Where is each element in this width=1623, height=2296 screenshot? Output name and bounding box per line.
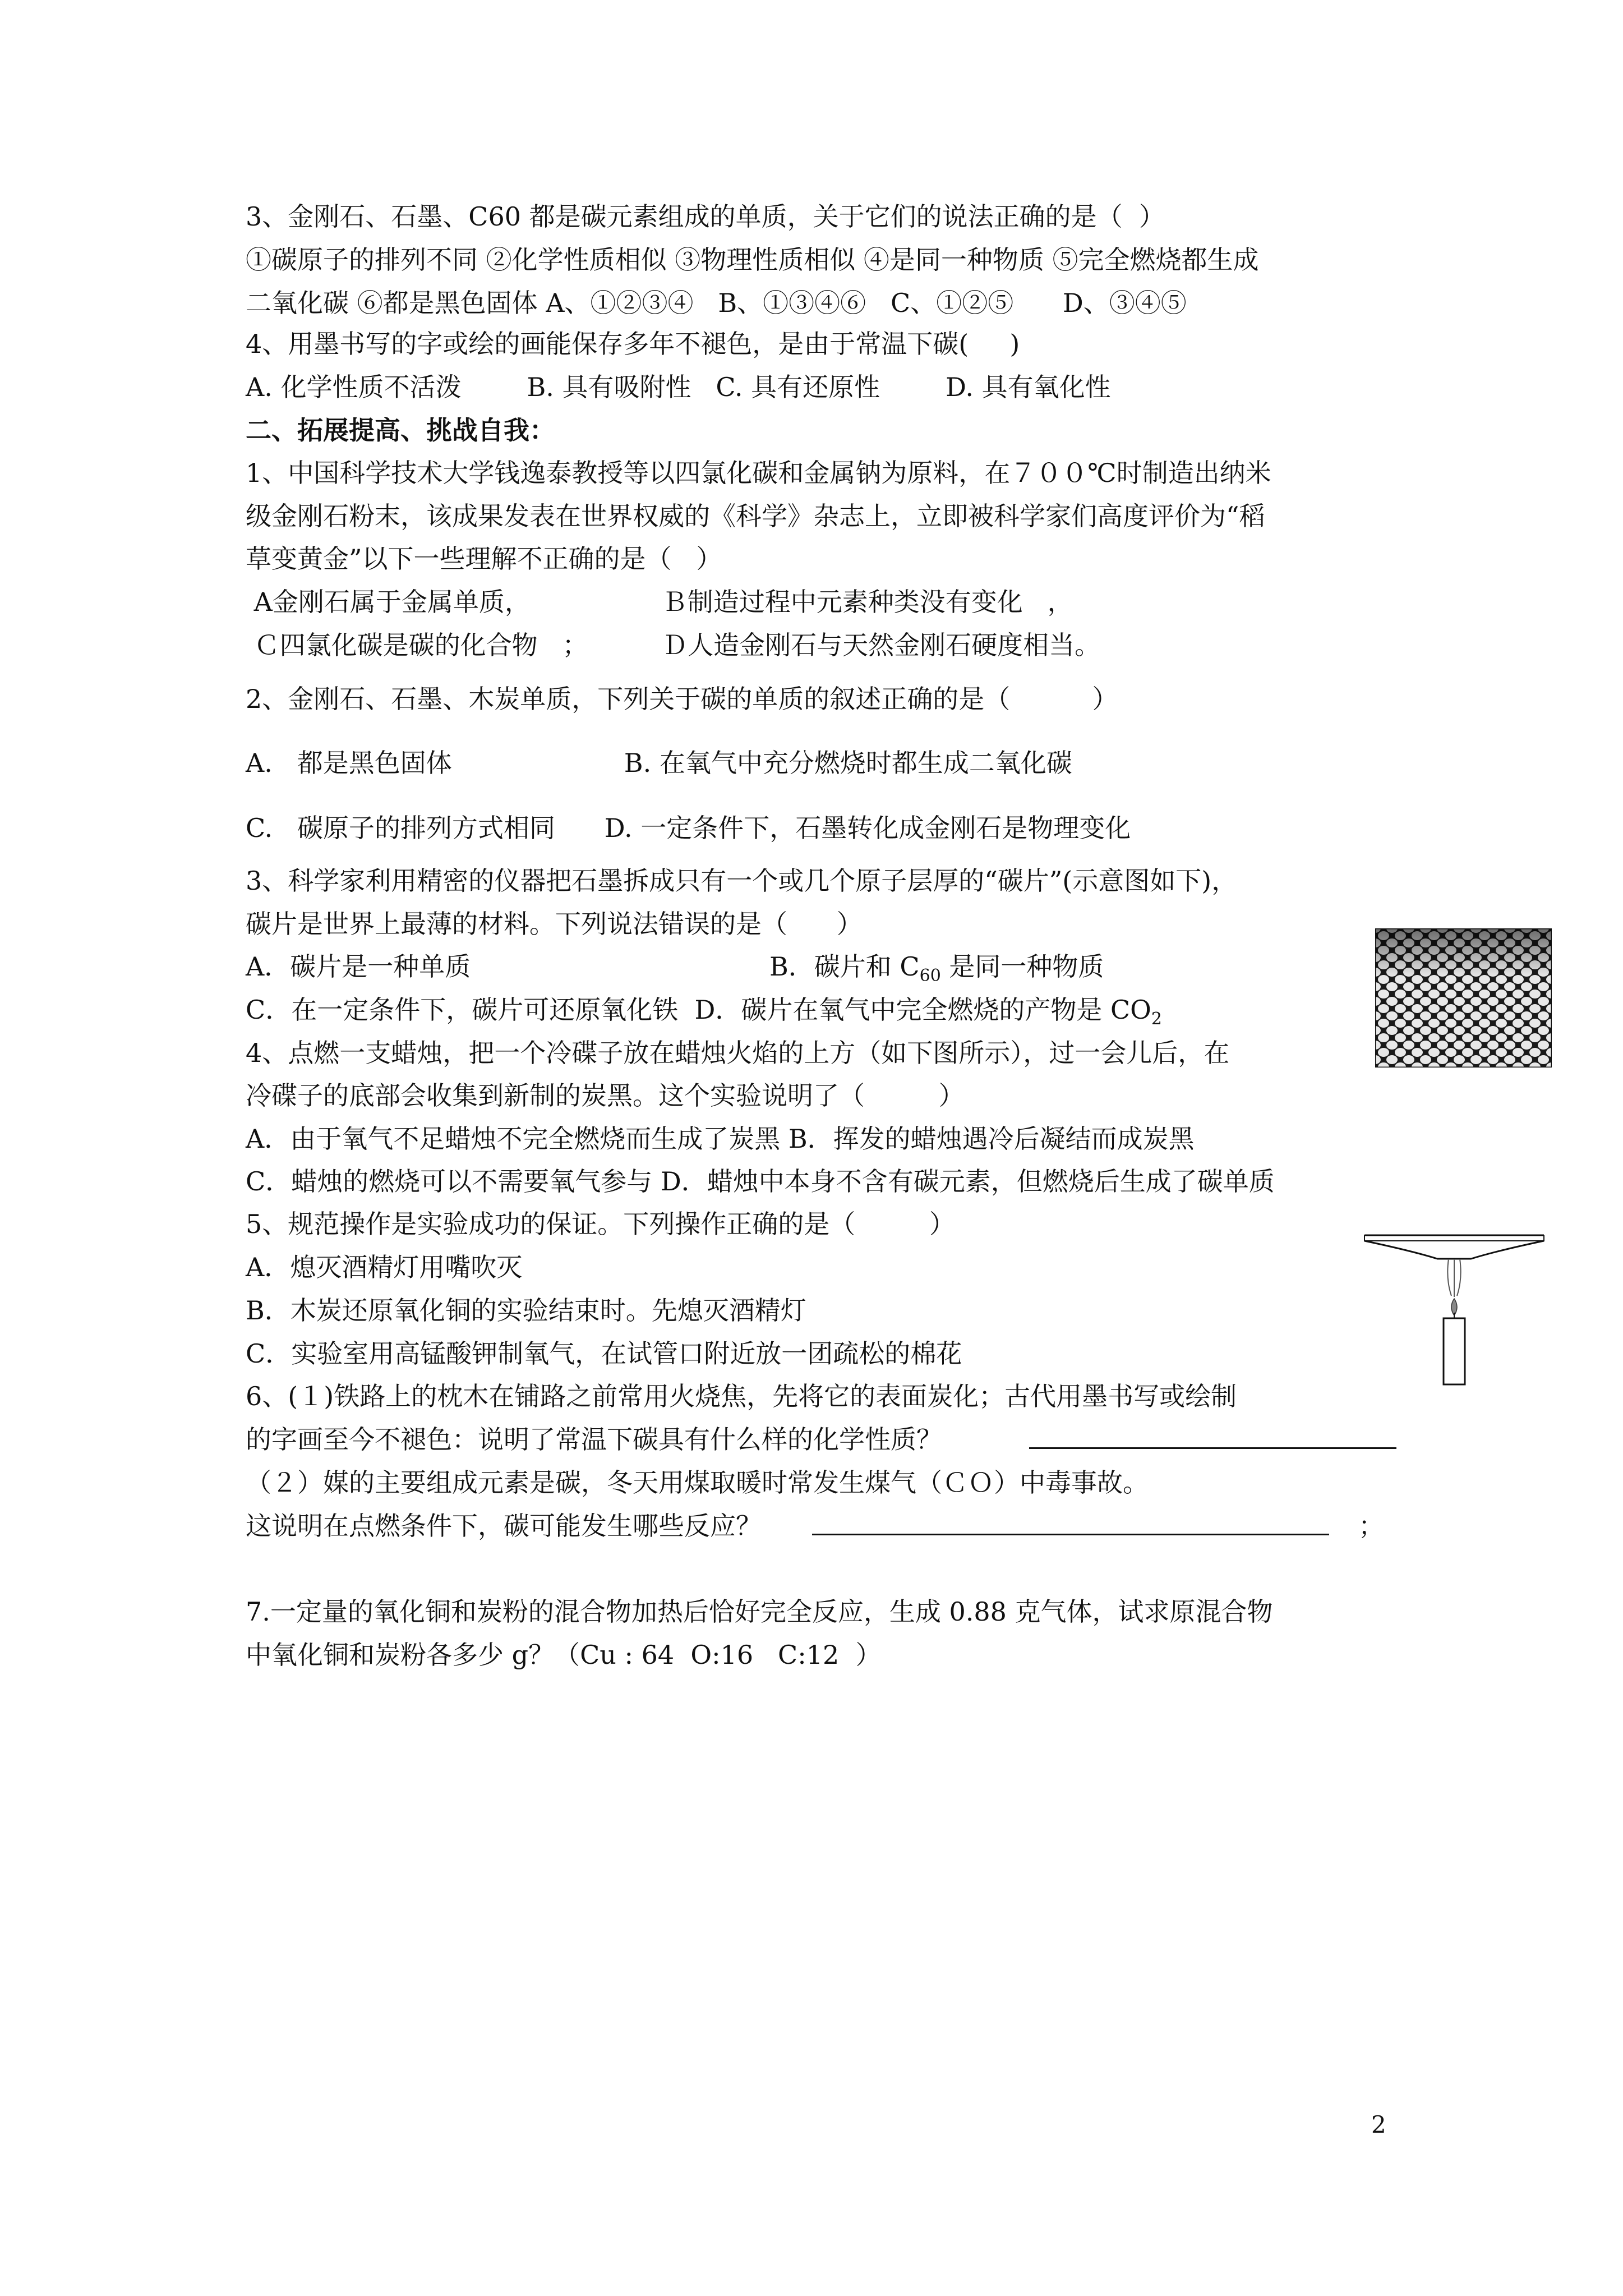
s2-q4-line2: 冷碟子的底部会收集到新制的炭黑。这个实验说明了（ ）	[246, 1080, 965, 1111]
s2-q3-line1: 3、科学家利用精密的仪器把石墨拆成只有一个或几个原子层厚的“碳片”(示意图如下)，	[246, 866, 1238, 896]
s2-q4-options-cd: C．蜡烛的燃烧可以不需要氧气参与 D．蜡烛中本身不含有碳元素，但燃烧后生成了碳单质	[246, 1166, 1275, 1197]
s2-q6-line2: 的字画至今不褪色：说明了常温下碳具有什么样的化学性质？	[246, 1424, 942, 1455]
s2-q2-line1: 2、金刚石、石墨、木炭单质，下列关于碳的单质的叙述正确的是（ ）	[246, 684, 1118, 714]
s2-q1-options-ab: A金刚石属于金属单质， Ｂ制造过程中元素种类没有变化 ，	[246, 587, 1073, 617]
s2-q3-line2: 碳片是世界上最薄的材料。下列说法错误的是（ ）	[246, 909, 863, 939]
s2-q6-line4: 这说明在点燃条件下，碳可能发生哪些反应？	[246, 1511, 762, 1541]
s1-q3-line2: ①碳原子的排列不同 ②化学性质相似 ③物理性质相似 ④是同一种物质 ⑤完全燃烧都生成	[246, 245, 1259, 275]
s2-q5-line1: 5、规范操作是实验成功的保证。下列操作正确的是（ ）	[246, 1209, 955, 1239]
s2-q5-option-a: A．熄灭酒精灯用嘴吹灭	[246, 1252, 523, 1282]
page-number: 2	[1371, 2111, 1386, 2138]
s1-q4-line1: 4、用墨书写的字或绘的画能保存多年不褪色，是由于常温下碳( )	[246, 329, 1020, 359]
s2-q2-options-ab: A. 都是黑色固体 B. 在氧气中充分燃烧时都生成二氧化碳	[246, 748, 1072, 778]
s2-q6-line4-end: ；	[1358, 1511, 1384, 1541]
s2-q6-answer-blank-1[interactable]	[1029, 1447, 1396, 1449]
candle-cold-dish-figure	[1362, 1223, 1547, 1386]
section2-heading: 二、拓展提高、挑战自我：	[246, 415, 555, 445]
s2-q7-line2: 中氧化铜和炭粉各多少 g？（Cu : 64 O:16 C:12 ）	[246, 1640, 882, 1670]
s2-q3-option-b: B．碳片和 $C_{60}$ 是同一种物质	[769, 951, 1104, 986]
s2-q2-options-cd: C. 碳原子的排列方式相同 D. 一定条件下，石墨转化成金刚石是物理变化	[246, 813, 1131, 843]
s1-q4-options: A. 化学性质不活泼 B. 具有吸附性 C. 具有还原性 D. 具有氧化性	[246, 372, 1111, 402]
s2-q3-options-cd: C．在一定条件下，碳片可还原氧化铁 D．碳片在氧气中完全燃烧的产物是 $CO_2$	[246, 995, 1162, 1029]
s2-q6-line3: （２）媒的主要组成元素是碳，冬天用煤取暖时常发生煤气（ＣＯ）中毒事故。	[246, 1467, 1149, 1498]
s2-q6-answer-blank-2[interactable]	[812, 1534, 1329, 1535]
s2-q1-options-cd: Ｃ四氯化碳是碳的化合物 ； Ｄ人造金刚石与天然金刚石硬度相当。	[246, 630, 1101, 660]
s1-q3-line3: 二氧化碳 ⑥都是黑色固体 A、①②③④ B、①③④⑥ C、①②⑤ D、③④⑤	[246, 288, 1187, 318]
s1-q3-line1: 3、金刚石、石墨、C60 都是碳元素组成的单质，关于它们的说法正确的是（ ）	[246, 201, 1165, 232]
s2-q7-line1: 7.一定量的氧化铜和炭粉的混合物加热后恰好完全反应，生成 0.88 克气体，试求原混合物	[246, 1596, 1273, 1627]
s2-q4-line1: 4、点燃一支蜡烛，把一个冷碟子放在蜡烛火焰的上方（如下图所示），过一会儿后，在	[246, 1038, 1230, 1068]
s2-q1-line1: 1、中国科学技术大学钱逸泰教授等以四氯化碳和金属钠为原料，在７００℃时制造出纳米	[246, 458, 1271, 488]
s2-q6-line1: 6、(１)铁路上的枕木在铺路之前常用火烧焦，先将它的表面炭化；古代用墨书写或绘制	[246, 1381, 1237, 1411]
s2-q4-options-ab: A．由于氧气不足蜡烛不完全燃烧而生成了炭黑 B．挥发的蜡烛遇冷后凝结而成炭黑	[246, 1124, 1195, 1154]
s2-q3-option-a: A．碳片是一种单质	[246, 951, 471, 982]
s2-q5-option-b: B．木炭还原氧化铜的实验结束时。先熄灭酒精灯	[246, 1295, 806, 1326]
s2-q1-line3: 草变黄金”以下一些理解不正确的是（ ）	[246, 544, 722, 574]
graphene-sheet-figure	[1375, 928, 1552, 1068]
s2-q1-line2: 级金刚石粉末，该成果发表在世界权威的《科学》杂志上，立即被科学家们高度评价为“稻	[246, 501, 1265, 531]
s2-q5-option-c: C．实验室用高锰酸钾制氧气，在试管口附近放一团疏松的棉花	[246, 1338, 962, 1369]
